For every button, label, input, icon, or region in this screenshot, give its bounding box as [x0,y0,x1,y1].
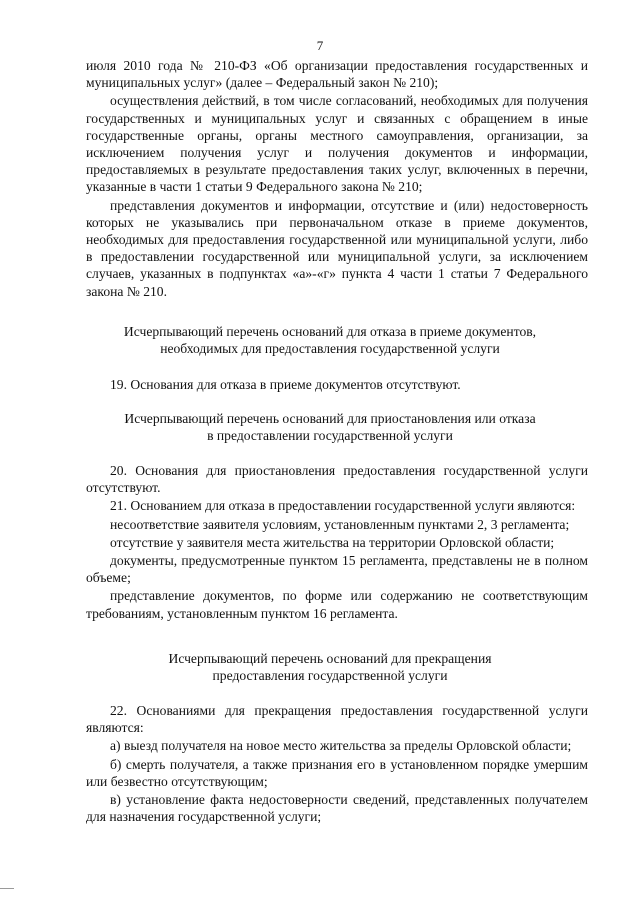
heading-line: необходимых для предоставления государственной услуги [160,341,500,357]
paragraph: в) установление факта недостоверности сведений, представленных получателем для назначения государственной услуги; [86,792,588,825]
text-block-service-conditions [86,57,588,300]
heading-line: предоставления государственной услуги [212,668,448,684]
section-heading-suspension-refusal [80,410,580,444]
paragraph: несоответствие заявителя условиям, установленным пунктами 2, 3 регламента; [110,516,570,532]
paragraph: представление документов, по форме или содержанию не соответствующим требованиям, установленным пунктом 16 регламента. [86,588,588,621]
paragraph: представления документов и информации, отсутствие и (или) недостоверность которых не указывались при первоначальном отказе в приеме документов, необходимых для предоставления государственной или муниципальной услуги, либо в предоставлении государственной или муниципальной услуги, за исключением случаев, указанных в подпунктах «а»-«г» пункта 4 части 1 статьи 7 Федерального закона № 210. [86,197,588,299]
text-block-item-22 [86,702,588,825]
heading-line: в предоставлении государственной услуги [207,428,453,444]
paragraph: осуществления действий, в том числе согласований, необходимых для получения государственных и муниципальных услуг и связанных с обращением в иные государственные органы, органы местного самоуправления, организации, за исключением получения услуг и получения документов и информации, предоставляемых в результате предоставления таких услуг, включенных в перечни, указанные в части 1 статьи 9 Федерального закона № 210; [86,93,588,195]
section-heading-refusal-acceptance [80,323,580,357]
paragraph: 20. Основания для приостановления предоставления государственной услуги отсутствуют. [86,463,588,496]
paragraph: а) выезд получателя на новое место жительства за пределы Орловской области; [110,738,572,754]
scan-edge-mark [0,888,14,889]
paragraph: документы, предусмотренные пунктом 15 регламента, представлены не в полном объеме; [86,553,588,586]
section-heading-termination [80,650,580,684]
page-number: 7 [316,38,324,53]
paragraph: июля 2010 года № 210-ФЗ «Об организации предоставления государственных и муниципальных услуг» (далее – Федеральный закон № 210); [86,58,588,91]
paragraph: 22. Основаниями для прекращения предоставления государственной услуги являются: [86,703,588,736]
paragraph: 19. Основания для отказа в приеме документов отсутствуют. [110,377,461,392]
paragraph: отсутствие у заявителя места жительства на территории Орловской области; [110,534,555,550]
text-block-items-20-21 [86,462,588,622]
heading-line: Исчерпывающий перечень оснований для отказа в приеме документов, [123,324,537,339]
paragraph: 21. Основанием для отказа в предоставлении государственной услуги являются: [110,498,576,514]
heading-line: Исчерпывающий перечень оснований для приостановления или отказа [124,411,536,426]
heading-line: Исчерпывающий перечень оснований для прекращения [168,651,492,666]
paragraph: б) смерть получателя, а также признания его в установленном порядке умершим или безвестно отсутствующим; [86,756,588,789]
text-block-item-19 [86,376,588,393]
